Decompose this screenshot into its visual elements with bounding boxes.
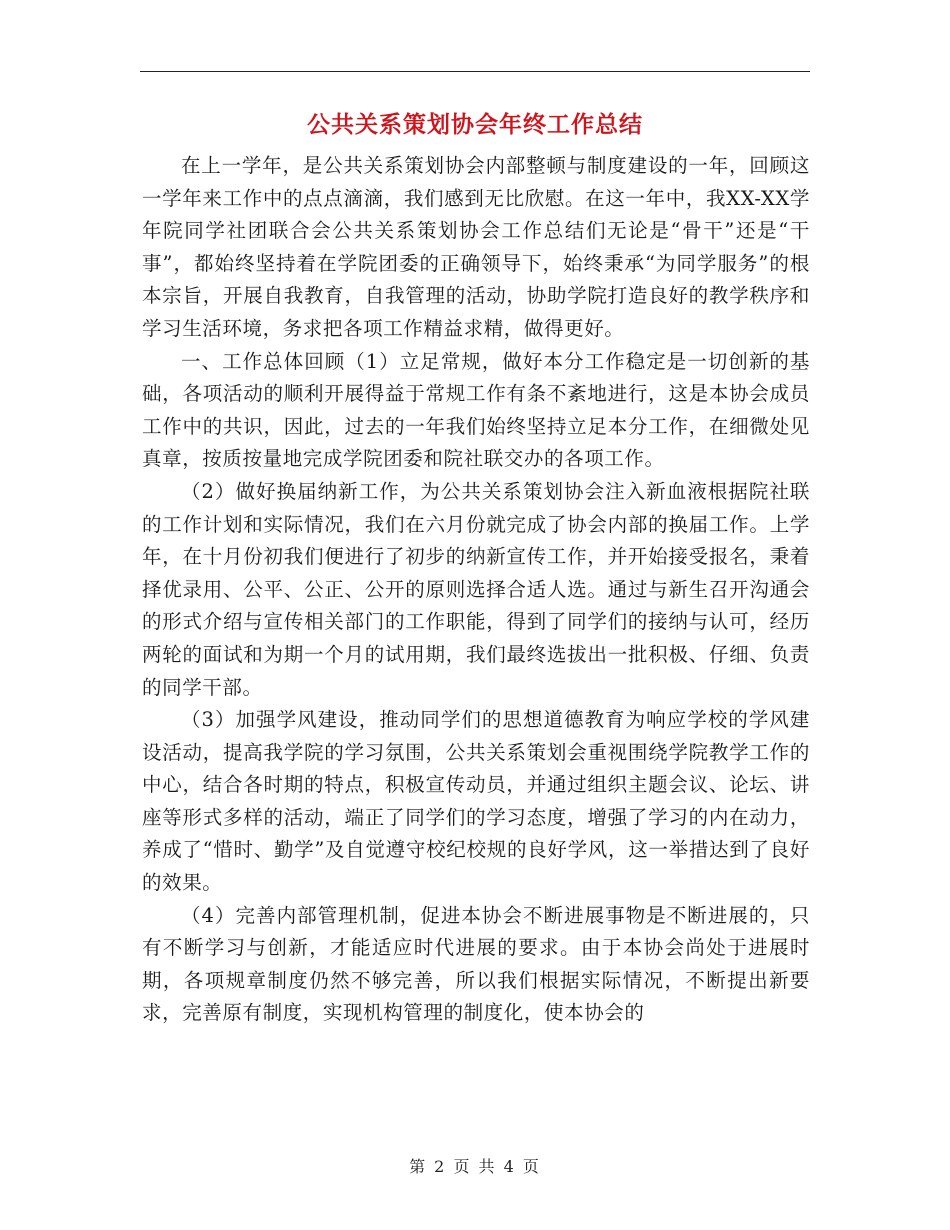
paragraph-intro: 在上一学年，是公共关系策划协会内部整顿与制度建设的一年，回顾这一学年来工作中的点点滴滴，我们感到无比欣慰。在这一年中，我XX-XX学年院同学社团联合会公共关系策划协会工作总结们无论是“骨干”还是“干事”，都始终坚持着在学院团委的正确领导下，始终秉承“为同学服务”的根本宗旨，开展自我教育，自我管理的活动，协助学院打造良好的教学秩序和学习生活环境，务求把各项工作精益求精，做得更好。: [142, 154, 810, 340]
footer-label-of: 页 共: [453, 1157, 497, 1176]
footer-label-page: 第: [409, 1157, 428, 1176]
footer-label-end: 页: [522, 1157, 541, 1176]
document-title: 公共关系策划协会年终工作总结: [307, 112, 643, 138]
paragraph-review-3: （3）加强学风建设，推动同学们的思想道德教育为响应学校的学风建设活动，提高我学院的学习氛围，公共关系策划会重视围绕学院教学工作的中心，结合各时期的特点，积极宣传动员，并通过组织主题会议、论坛、讲座等形式多样的活动，端正了同学们的学习态度，增强了学习的内在动力，养成了“惜时、勤学”及自觉遵守校纪校规的良好学风，这一举措达到了良好的效果。: [142, 708, 810, 895]
paragraph-review-1: 一、工作总体回顾（1）立足常规，做好本分工作稳定是一切创新的基础，各项活动的顺利开展得益于常规工作有条不紊地进行，这是本协会成员工作中的共识，因此，过去的一年我们始终坚持立足本分工作，在细微处见真章，按质按量地完成学院团委和院社联交办的各项工作。: [142, 349, 810, 471]
paragraph-review-2: （2）做好换届纳新工作，为公共关系策划协会注入新血液根据院社联的工作计划和实际情况，我们在六月份就完成了协会内部的换届工作。上学年，在十月份初我们便进行了初步的纳新宣传工作，并开始接受报名，秉着择优录用、公平、公正、公开的原则选择合适人选。通过与新生召开沟通会的形式介绍与宣传相关部门的工作职能，得到了同学们的接纳与认可，经历两轮的面试和为期一个月的试用期，我们最终选拔出一批积极、仔细、负责的同学干部。: [142, 479, 810, 699]
document-body: [142, 150, 810, 1030]
page-footer: [0, 1154, 950, 1177]
paragraph-review-4: （4）完善内部管理机制，促进本协会不断进展事物是不断进展的，只有不断学习与创新，才能适应时代进展的要求。由于本协会尚处于进展时期，各项规章制度仍然不够完善，所以我们根据实际情况，不断提出新要求，完善原有制度，实现机构管理的制度化，使本协会的: [142, 903, 810, 1025]
header-rule: [140, 71, 810, 72]
footer-current-page: 2: [434, 1157, 447, 1176]
footer-total-pages: 4: [503, 1157, 516, 1176]
